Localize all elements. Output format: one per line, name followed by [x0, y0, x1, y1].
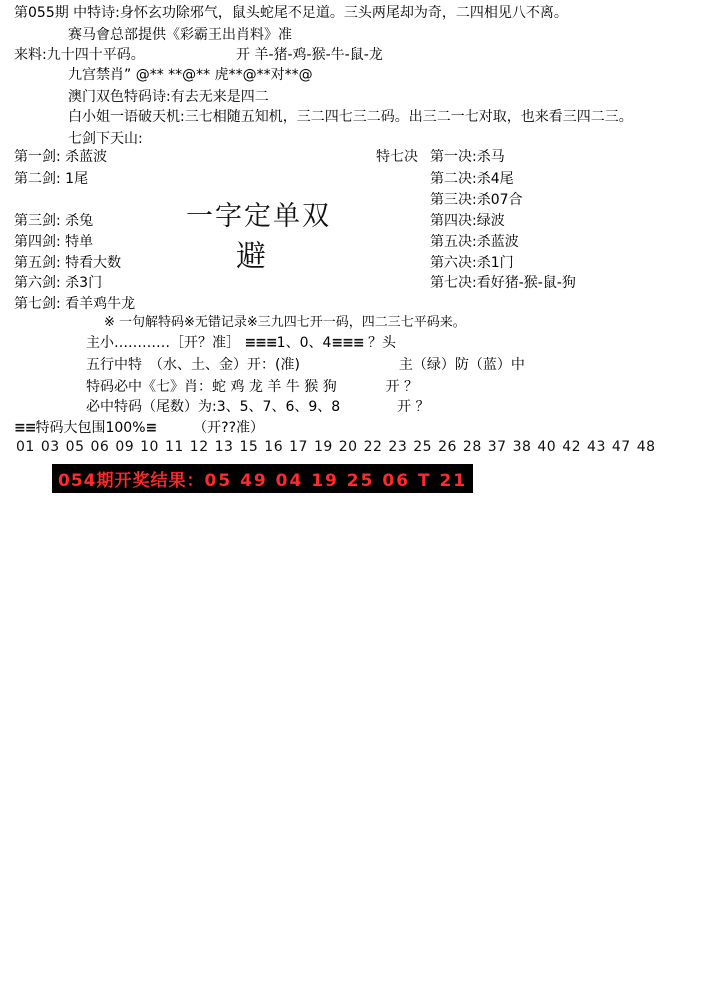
lailiao-text: 九十四十平码。 — [46, 47, 145, 63]
wuxing-right: 主（绿）防（蓝）中 — [398, 357, 525, 373]
aomen-line: 澳门双色特码诗:有去无来是四二 — [68, 89, 269, 105]
number-item: 38 — [512, 439, 532, 455]
number-item: 43 — [587, 439, 606, 455]
number-item: 11 — [164, 439, 184, 455]
lottery-sheet — [8, 2, 718, 502]
jue-item-4: 第四决:绿波 — [430, 213, 505, 229]
number-item: 20 — [338, 439, 358, 455]
number-item: 13 — [214, 439, 234, 455]
dabaowei-line — [14, 421, 264, 436]
zhuxiao-line — [86, 336, 396, 351]
sword-item-4: 第四剑: 特单 — [14, 234, 94, 250]
number-item: 12 — [189, 439, 209, 455]
dabaowei-tail: （开??准） — [193, 420, 265, 436]
tema-line — [86, 380, 418, 395]
number-item: 06 — [90, 439, 110, 455]
number-item: 15 — [239, 439, 259, 455]
subtitle: 赛马會总部提供《彩霸王出肖料》准 — [68, 27, 292, 43]
number-item: 37 — [487, 439, 507, 455]
zhuxiao-label: 主小…………［开？准］ — [86, 335, 240, 351]
tema-label: 特码必中《七》肖：蛇 鸡 龙 羊 牛 猴 狗 — [86, 379, 337, 395]
jue-item-5: 第五决:杀蓝波 — [430, 234, 519, 250]
jiugong-line: 九宫禁肖” @** **@** 虎**@**对**@ — [68, 67, 313, 83]
number-item: 26 — [438, 439, 457, 455]
tema-right: 开 ？ — [385, 379, 419, 395]
kai-line: 开 羊-猪-鸡-猴-牛-鼠-龙 — [236, 47, 383, 63]
number-item: 09 — [115, 439, 135, 455]
number-item: 01 — [16, 439, 35, 455]
sword-item-1: 第一剑: 杀蓝波 — [14, 149, 108, 165]
number-item: 40 — [537, 439, 557, 455]
sword-item-5: 第五剑: 特看大数 — [14, 255, 122, 271]
jue-item-7: 第七决:看好猪-猴-鼠-狗 — [430, 275, 576, 291]
qijian-line: 七剑下天山: — [68, 131, 143, 147]
sword-item-6: 第六剑: 杀3门 — [14, 275, 103, 291]
art-line-1: 一字定单双 — [186, 201, 331, 232]
divider-bars-2: ≡≡≡ — [331, 335, 364, 351]
jue-item-3: 第三决:杀07合 — [430, 192, 523, 208]
jue-item-2: 第二决:杀4尾 — [430, 171, 514, 187]
wuxing-text: 五行中特 （水、土、金）开：(准) — [86, 357, 300, 373]
number-item: 23 — [388, 439, 408, 455]
result-numbers: 05 49 04 19 25 06 T 21 — [204, 471, 468, 491]
divider-bars-1: ≡≡≡ — [244, 335, 277, 351]
zhuxiao-end: ？头 — [368, 335, 397, 351]
dabaowei-text: 特码大包围100% — [35, 420, 146, 436]
sword-item-7: 第七剑: 看羊鸡牛龙 — [14, 296, 136, 312]
result-label: 054期开奖结果： — [58, 471, 205, 491]
page-title: 第055期 中特诗:身怀玄功除邪气，鼠头蛇尾不足道。三头两尾却为奇，二四相见八不离。 — [14, 5, 568, 21]
jue-item-6: 第六决:杀1门 — [430, 255, 514, 271]
number-item: 25 — [413, 439, 433, 455]
note-line: ※ 一句解特码※无错记录※三九四七开一码，四二三七平码来。 — [104, 315, 466, 330]
number-item: 22 — [363, 439, 383, 455]
number-item: 16 — [264, 439, 284, 455]
teqijue-label: 特七决 — [376, 149, 418, 165]
number-item: 19 — [313, 439, 333, 455]
number-item: 05 — [65, 439, 85, 455]
wuxing-line — [86, 358, 525, 373]
baixiaojie-line: 白小姐一语破天机:三七相随五知机，三二四七三二码。出三二一七对取，也来看三四二三。 — [68, 109, 633, 125]
divider-bars-4: ≡ — [145, 420, 157, 436]
jue-item-1: 第一决:杀马 — [430, 149, 505, 165]
divider-bars-3: ≡≡ — [14, 420, 36, 436]
lailiao-label: 来料: — [14, 47, 47, 63]
number-item: 48 — [636, 439, 656, 455]
number-item: 42 — [562, 439, 582, 455]
sword-item-2: 第二剑: 1尾 — [14, 171, 89, 187]
number-item: 17 — [289, 439, 308, 455]
number-item: 10 — [140, 439, 159, 455]
bizhong-kai: 开 ？ — [397, 399, 430, 415]
number-item: 47 — [611, 439, 631, 455]
sword-item-3: 第三剑: 杀兔 — [14, 213, 94, 229]
result-banner — [52, 464, 473, 493]
number-item: 03 — [40, 439, 60, 455]
bizhong-line — [86, 400, 430, 415]
lailiao-line — [14, 48, 145, 63]
number-item: 28 — [462, 439, 482, 455]
number-list — [16, 440, 662, 455]
bizhong-text: 必中特码（尾数）为:3、5、7、6、9、8 — [86, 399, 341, 415]
zhuxiao-tail: 1、0、4 — [276, 335, 332, 351]
art-line-2: 避 — [236, 239, 266, 274]
